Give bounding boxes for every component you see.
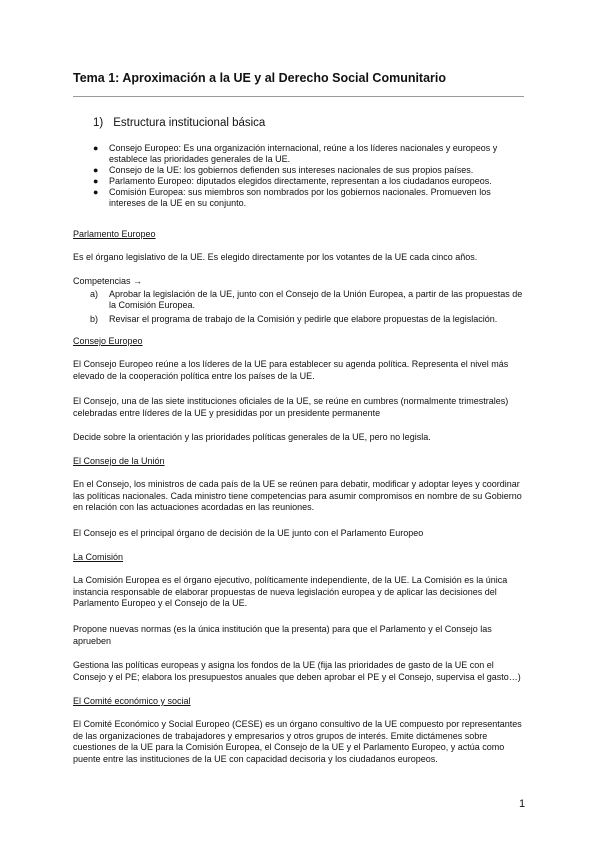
consejo-europeo-paragraph-2: El Consejo, una de las siete instituciones oficiales de la UE, se reúne en cumbres (normalmente trimestrales) celebradas entre líderes de la UE y presididas por un presidente permanente	[73, 396, 509, 418]
heading-consejo-europeo: Consejo Europeo	[73, 336, 143, 346]
section-label: Estructura institucional básica	[113, 117, 266, 129]
bullet-icon: ●	[93, 143, 99, 153]
list-item: a) Aprobar la legislación de la UE, junto con el Consejo de la Unión Europea, a partir de las propuestas de la Comisión Europea.	[90, 289, 523, 310]
list-item: ● Parlamento Europeo: diputados elegidos directamente, representan a los ciudadanos europeos.	[93, 176, 492, 186]
heading-comision: La Comisión	[73, 552, 124, 562]
bullet-icon: ●	[93, 187, 99, 197]
document-title: Tema 1: Aproximación a la UE y al Derecho Social Comunitario	[73, 71, 447, 85]
consejo-europeo-paragraph-1: El Consejo Europeo reúne a los líderes de la UE para establecer su agenda política. Representa el nivel más elevado de la cooperación política entre los países de la UE.	[73, 359, 509, 381]
comision-paragraph-3: Gestiona las políticas europeas y asigna los fondos de la UE (fija las prioridades de gasto de la UE con el Consejo y el PE; elabora los presupuestos anuales que deben aprobar el PE y el Consejo, supervisa el gasto…)	[73, 660, 521, 682]
consejo-union-paragraph-2: El Consejo es el principal órgano de decisión de la UE junto con el Parlamento Europeo	[73, 528, 424, 538]
competencias-list	[90, 289, 530, 328]
bullet-icon: ●	[93, 176, 99, 186]
comite-paragraph-1: El Comité Económico y Social Europeo (CESE) es un órgano consultivo de la UE compuesto por representantes de las organizaciones de trabajadores y empresarios y otros grupos de interés. Emite dictámenes sobre cuestiones de la UE para la Comisión Europea, el Consejo de la UE y el Parlamento Europeo, y actúa como puente entre las instituciones de la UE con capacidad decisoria y los ciudadanos europeos.	[73, 719, 522, 764]
parlamento-paragraph-1: Es el órgano legislativo de la UE. Es elegido directamente por los votantes de la UE cada cinco años.	[73, 252, 478, 262]
list-item: ● Consejo Europeo: Es una organización internacional, reúne a los líderes nacionales y europeos y establece las prioridades generales de la UE.	[93, 143, 498, 164]
comision-paragraph-2: Propone nuevas normas (es la única institución que la presenta) para que el Parlamento y el Consejo las aprueben	[73, 624, 492, 646]
heading-consejo-union: El Consejo de la Unión	[73, 456, 165, 466]
title-divider	[73, 96, 524, 97]
comision-paragraph-1: La Comisión Europea es el órgano ejecutivo, políticamente independiente, de la UE. La Comisión es la única instancia responsable de elaborar propuestas de nueva legislación europea y de aplicar las decisiones del Parlamento Europeo y el Consejo de la UE.	[73, 575, 508, 608]
section-number: 1)	[93, 117, 104, 129]
list-item: ● Consejo de la UE: los gobiernos defienden sus intereses nacionales de sus propios países.	[93, 165, 474, 175]
competencias-label: Competencias →	[73, 276, 143, 286]
bullet-icon: ●	[93, 165, 99, 175]
list-item: b) Revisar el programa de trabajo de la Comisión y pedirle que elabore propuestas de la legislación.	[90, 314, 498, 324]
section-heading-estructura	[93, 117, 265, 129]
institutions-bullet-list	[93, 143, 513, 209]
heading-parlamento: Parlamento Europeo	[73, 229, 156, 239]
heading-comite: El Comité económico y social	[73, 696, 191, 706]
consejo-union-paragraph-1: En el Consejo, los ministros de cada país de la UE se reúnen para debatir, modificar y adoptar leyes y coordinar las políticas nacionales. Cada ministro tiene competencias para asumir compromisos en nombre de su Gobierno en relación con las actuaciones acordadas en las reuniones.	[73, 479, 522, 512]
consejo-europeo-paragraph-3: Decide sobre la orientación y las prioridades políticas generales de la UE, pero no legisla.	[73, 432, 431, 442]
list-item: ● Comisión Europea: sus miembros son nombrados por los gobiernos nacionales. Promueven los intereses de la UE en su conjunto.	[93, 187, 491, 208]
page-number: 1	[519, 798, 526, 810]
